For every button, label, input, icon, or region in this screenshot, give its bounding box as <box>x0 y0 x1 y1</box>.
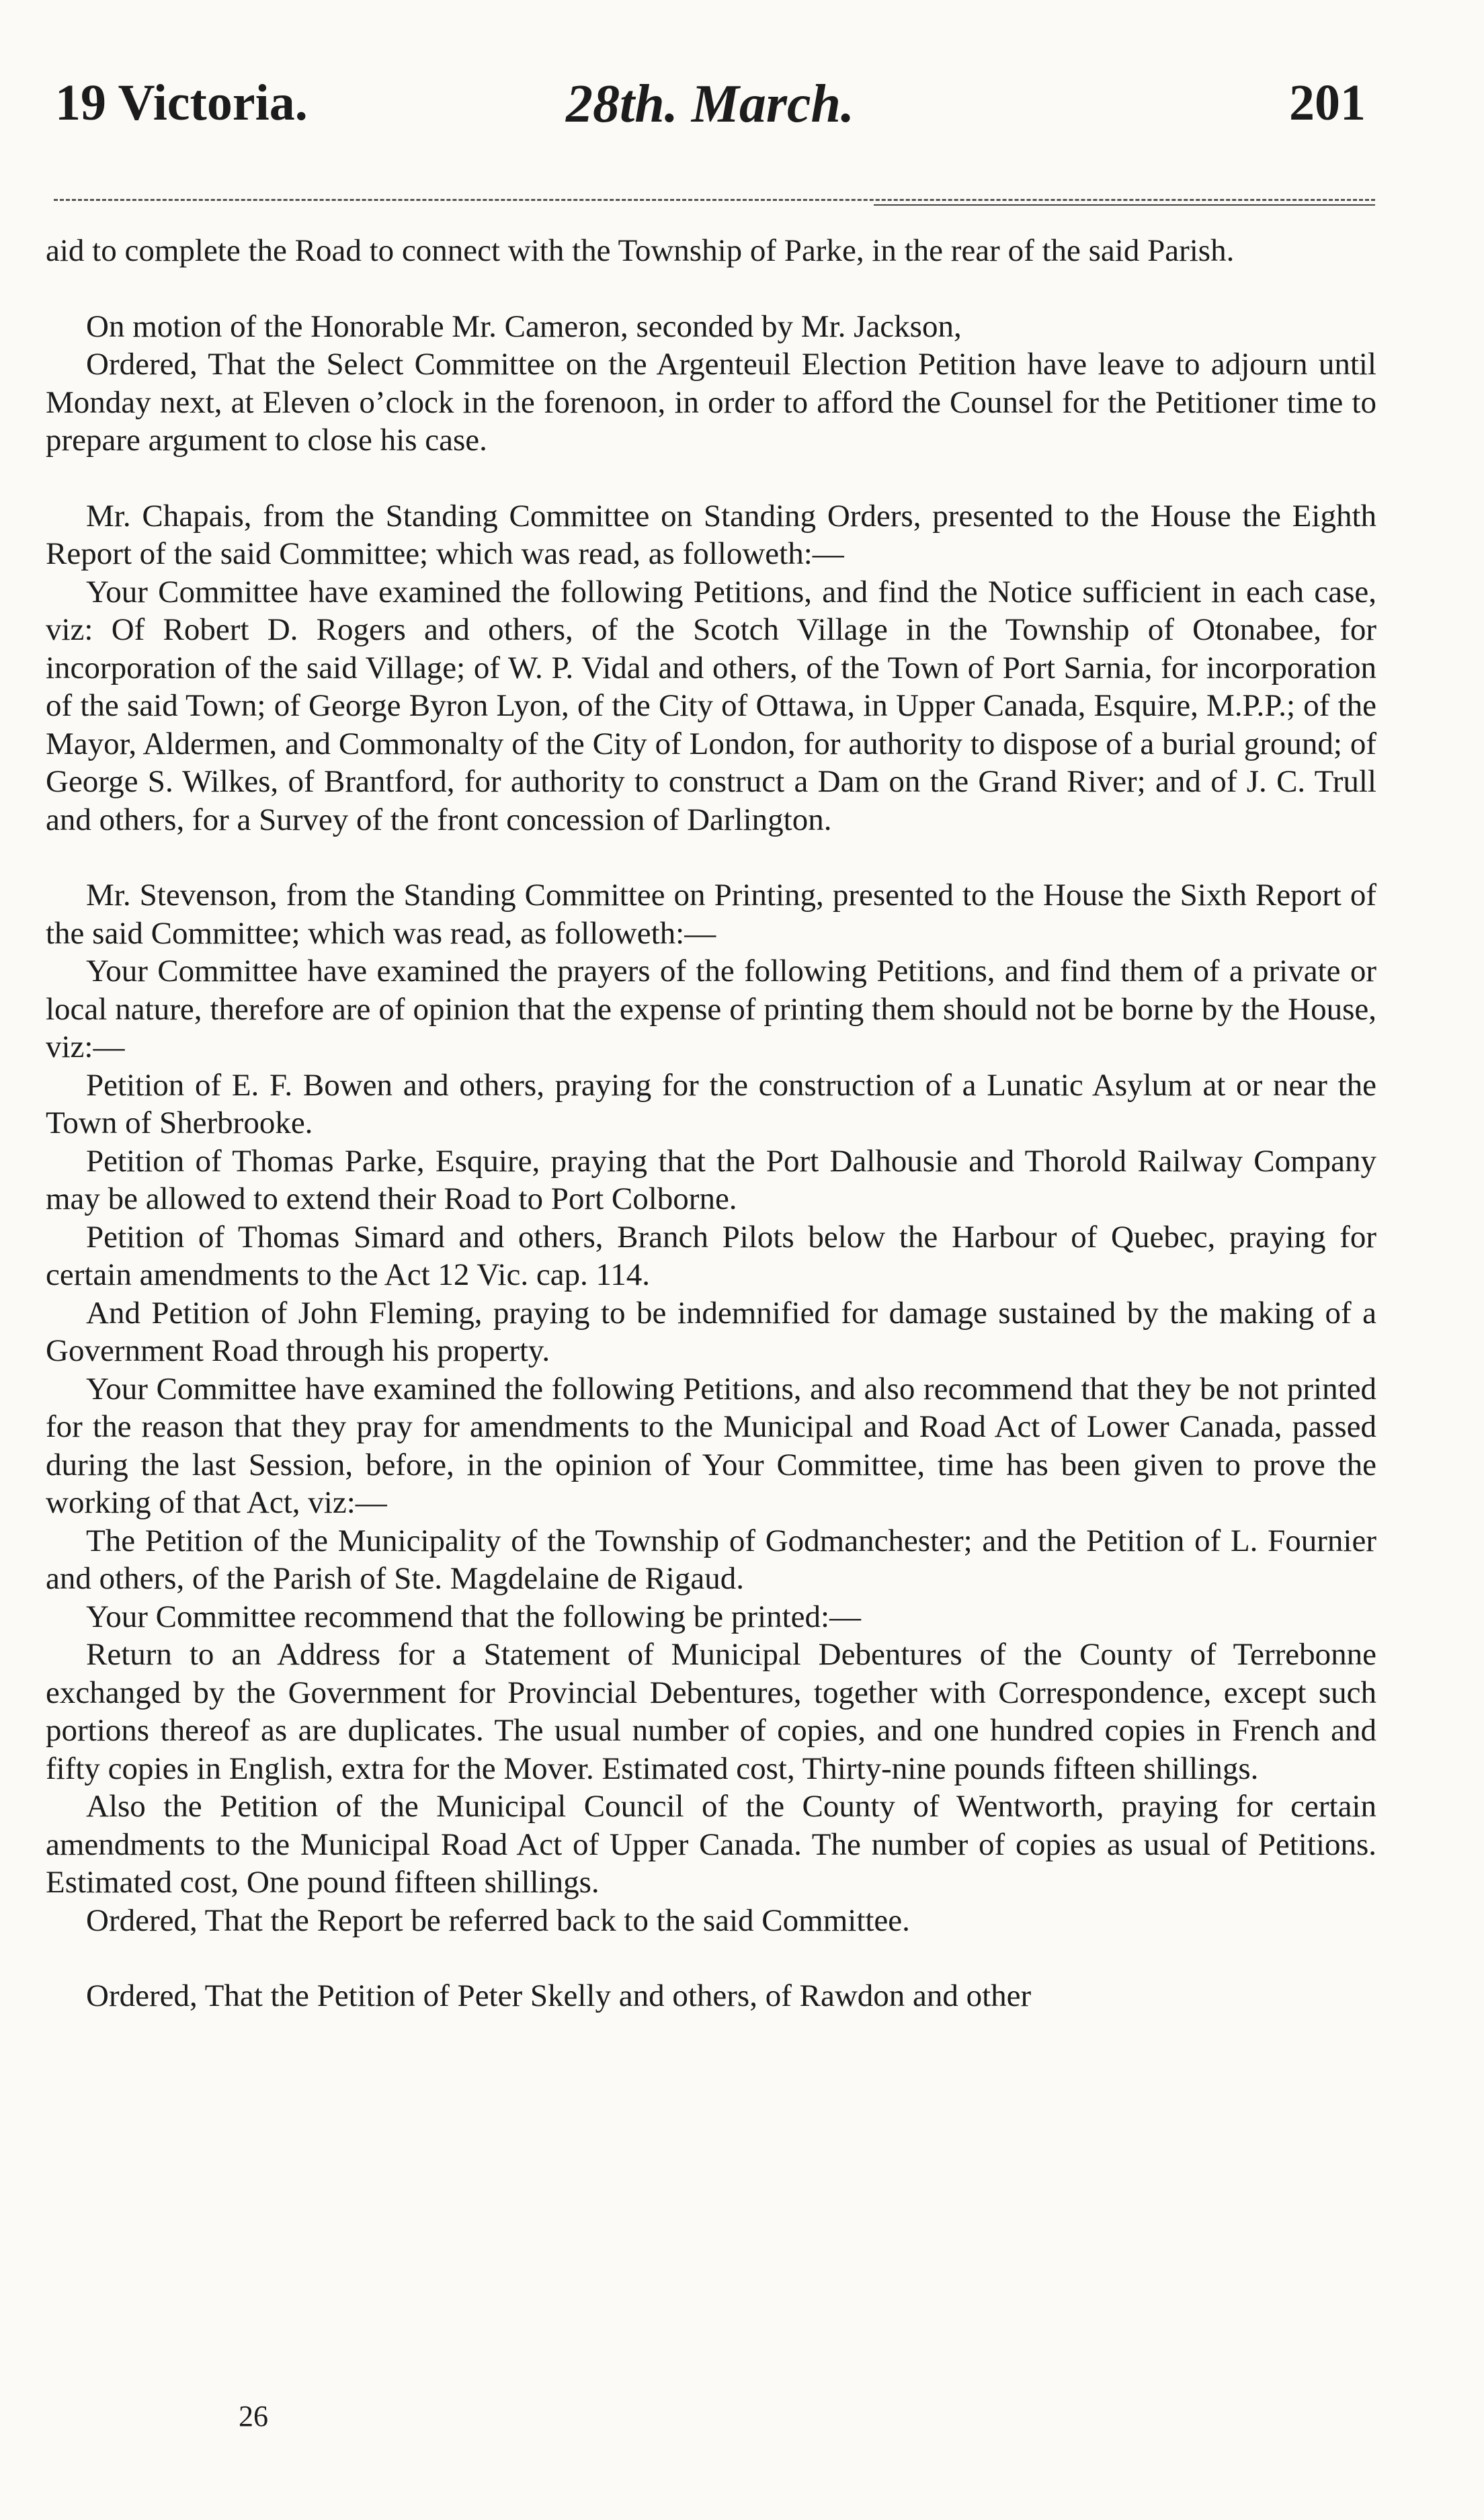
paragraph: Petition of Thomas Parke, Esquire, praying that the Port Dalhousie and Thorold Railway Company may be allowed to extend their Road to Port Colborne. <box>46 1143 1376 1216</box>
paragraph: Ordered, That the Report be referred back to the said Committee. <box>86 1902 910 1938</box>
paragraph: Your Committee recommend that the following be printed:— <box>86 1599 862 1634</box>
paragraph: aid to complete the Road to connect with the Township of Parke, in the rear of the said Parish. <box>46 233 1235 268</box>
paragraph: Ordered, That the Petition of Peter Skelly and others, of Rawdon and other <box>86 1978 1032 2013</box>
paragraph: Petition of E. F. Bowen and others, praying for the construction of a Lunatic Asylum at or near the Town of Sherbrooke. <box>46 1067 1376 1140</box>
signature-mark: 26 <box>239 2400 268 2433</box>
session-label: 19 Victoria. <box>55 75 308 131</box>
paragraph-spacer <box>46 839 1376 876</box>
paragraph: Also the Petition of the Municipal Council of the County of Wentworth, praying for certain amendments to the Municipal Road Act of Upper Canada. The number of copies as usual of Petitions. Estimated cost, One pound fifteen shillings. <box>46 1789 1376 1900</box>
paragraph-spacer <box>46 460 1376 497</box>
date-label: 28th. March. <box>566 75 854 134</box>
header-rule-solid <box>874 204 1375 206</box>
paragraph: Return to an Address for a Statement of Municipal Debentures of the County of Terrebonne exchanged by the Government for Provincial Debentures, together with Correspondence, except such portions thereof as are duplicates. The usual number of copies, and one hundred copies in French and fifty copies in English, extra for the Mover. Estimated cost, Thirty-nine pounds fifteen shillings. <box>46 1637 1376 1786</box>
header-rule <box>54 199 1375 201</box>
paragraph: Mr. Chapais, from the Standing Committee on Standing Orders, presented to the House the Eighth Report of the said Committee; which was read, as followeth:— <box>46 498 1376 571</box>
paragraph-spacer <box>46 270 1376 308</box>
paragraph: And Petition of John Fleming, praying to be indemnified for damage sustained by the making of a Government Road through his property. <box>46 1295 1376 1368</box>
paragraph: Mr. Stevenson, from the Standing Committee on Printing, presented to the House the Sixth Report of the said Committee; which was read, as followeth:— <box>46 878 1376 951</box>
paragraph: The Petition of the Municipality of the Township of Godmanchester; and the Petition of L. Fournier and others, of the Parish of Ste. Magdelaine de Rigaud. <box>46 1523 1376 1596</box>
running-header <box>55 74 1366 148</box>
paragraph: Your Committee have examined the following Petitions, and also recommend that they be not printed for the reason that they pray for amendments to the Municipal and Road Act of Lower Canada, passed during the last Session, before, in the opinion of Your Committee, time has been given to prove the working of that Act, viz:— <box>46 1371 1376 1520</box>
page-number: 201 <box>1289 75 1366 131</box>
paragraph: Your Committee have examined the prayers of the following Petitions, and find them of a private or local nature, therefore are of opinion that the expense of printing them should not be borne by the House, viz:— <box>46 954 1376 1064</box>
paragraph: On motion of the Honorable Mr. Cameron, seconded by Mr. Jackson, <box>86 308 962 344</box>
paragraph: Ordered, That the Select Committee on the Argenteuil Election Petition have leave to adjourn until Monday next, at Eleven o’clock in the forenoon, in order to afford the Counsel for the Petitioner time to prepare argument to close his case. <box>46 347 1376 458</box>
paragraph: Your Committee have examined the following Petitions, and find the Notice sufficient in each case, viz: Of Robert D. Rogers and others, of the Scotch Village in the Township of Otonabee, for incorporation of the said Village; of W. P. Vidal and others, of the Town of Port Sarnia, for incorporation of the said Town; of George Byron Lyon, of the City of Ottawa, in Upper Canada, Esquire, M.P.P.; of the Mayor, Aldermen, and Commonalty of the City of London, for authority to dispose of a burial ground; of George S. Wilkes, of Brantford, for authority to construct a Dam on the Grand River; and of J. C. Trull and others, for a Survey of the front concession of Darlington. <box>46 574 1376 837</box>
paragraph-spacer <box>46 1939 1376 1977</box>
body-text <box>46 232 1376 2015</box>
paragraph: Petition of Thomas Simard and others, Branch Pilots below the Harbour of Quebec, praying for certain amendments to the Act 12 Vic. cap. 114. <box>46 1219 1376 1292</box>
